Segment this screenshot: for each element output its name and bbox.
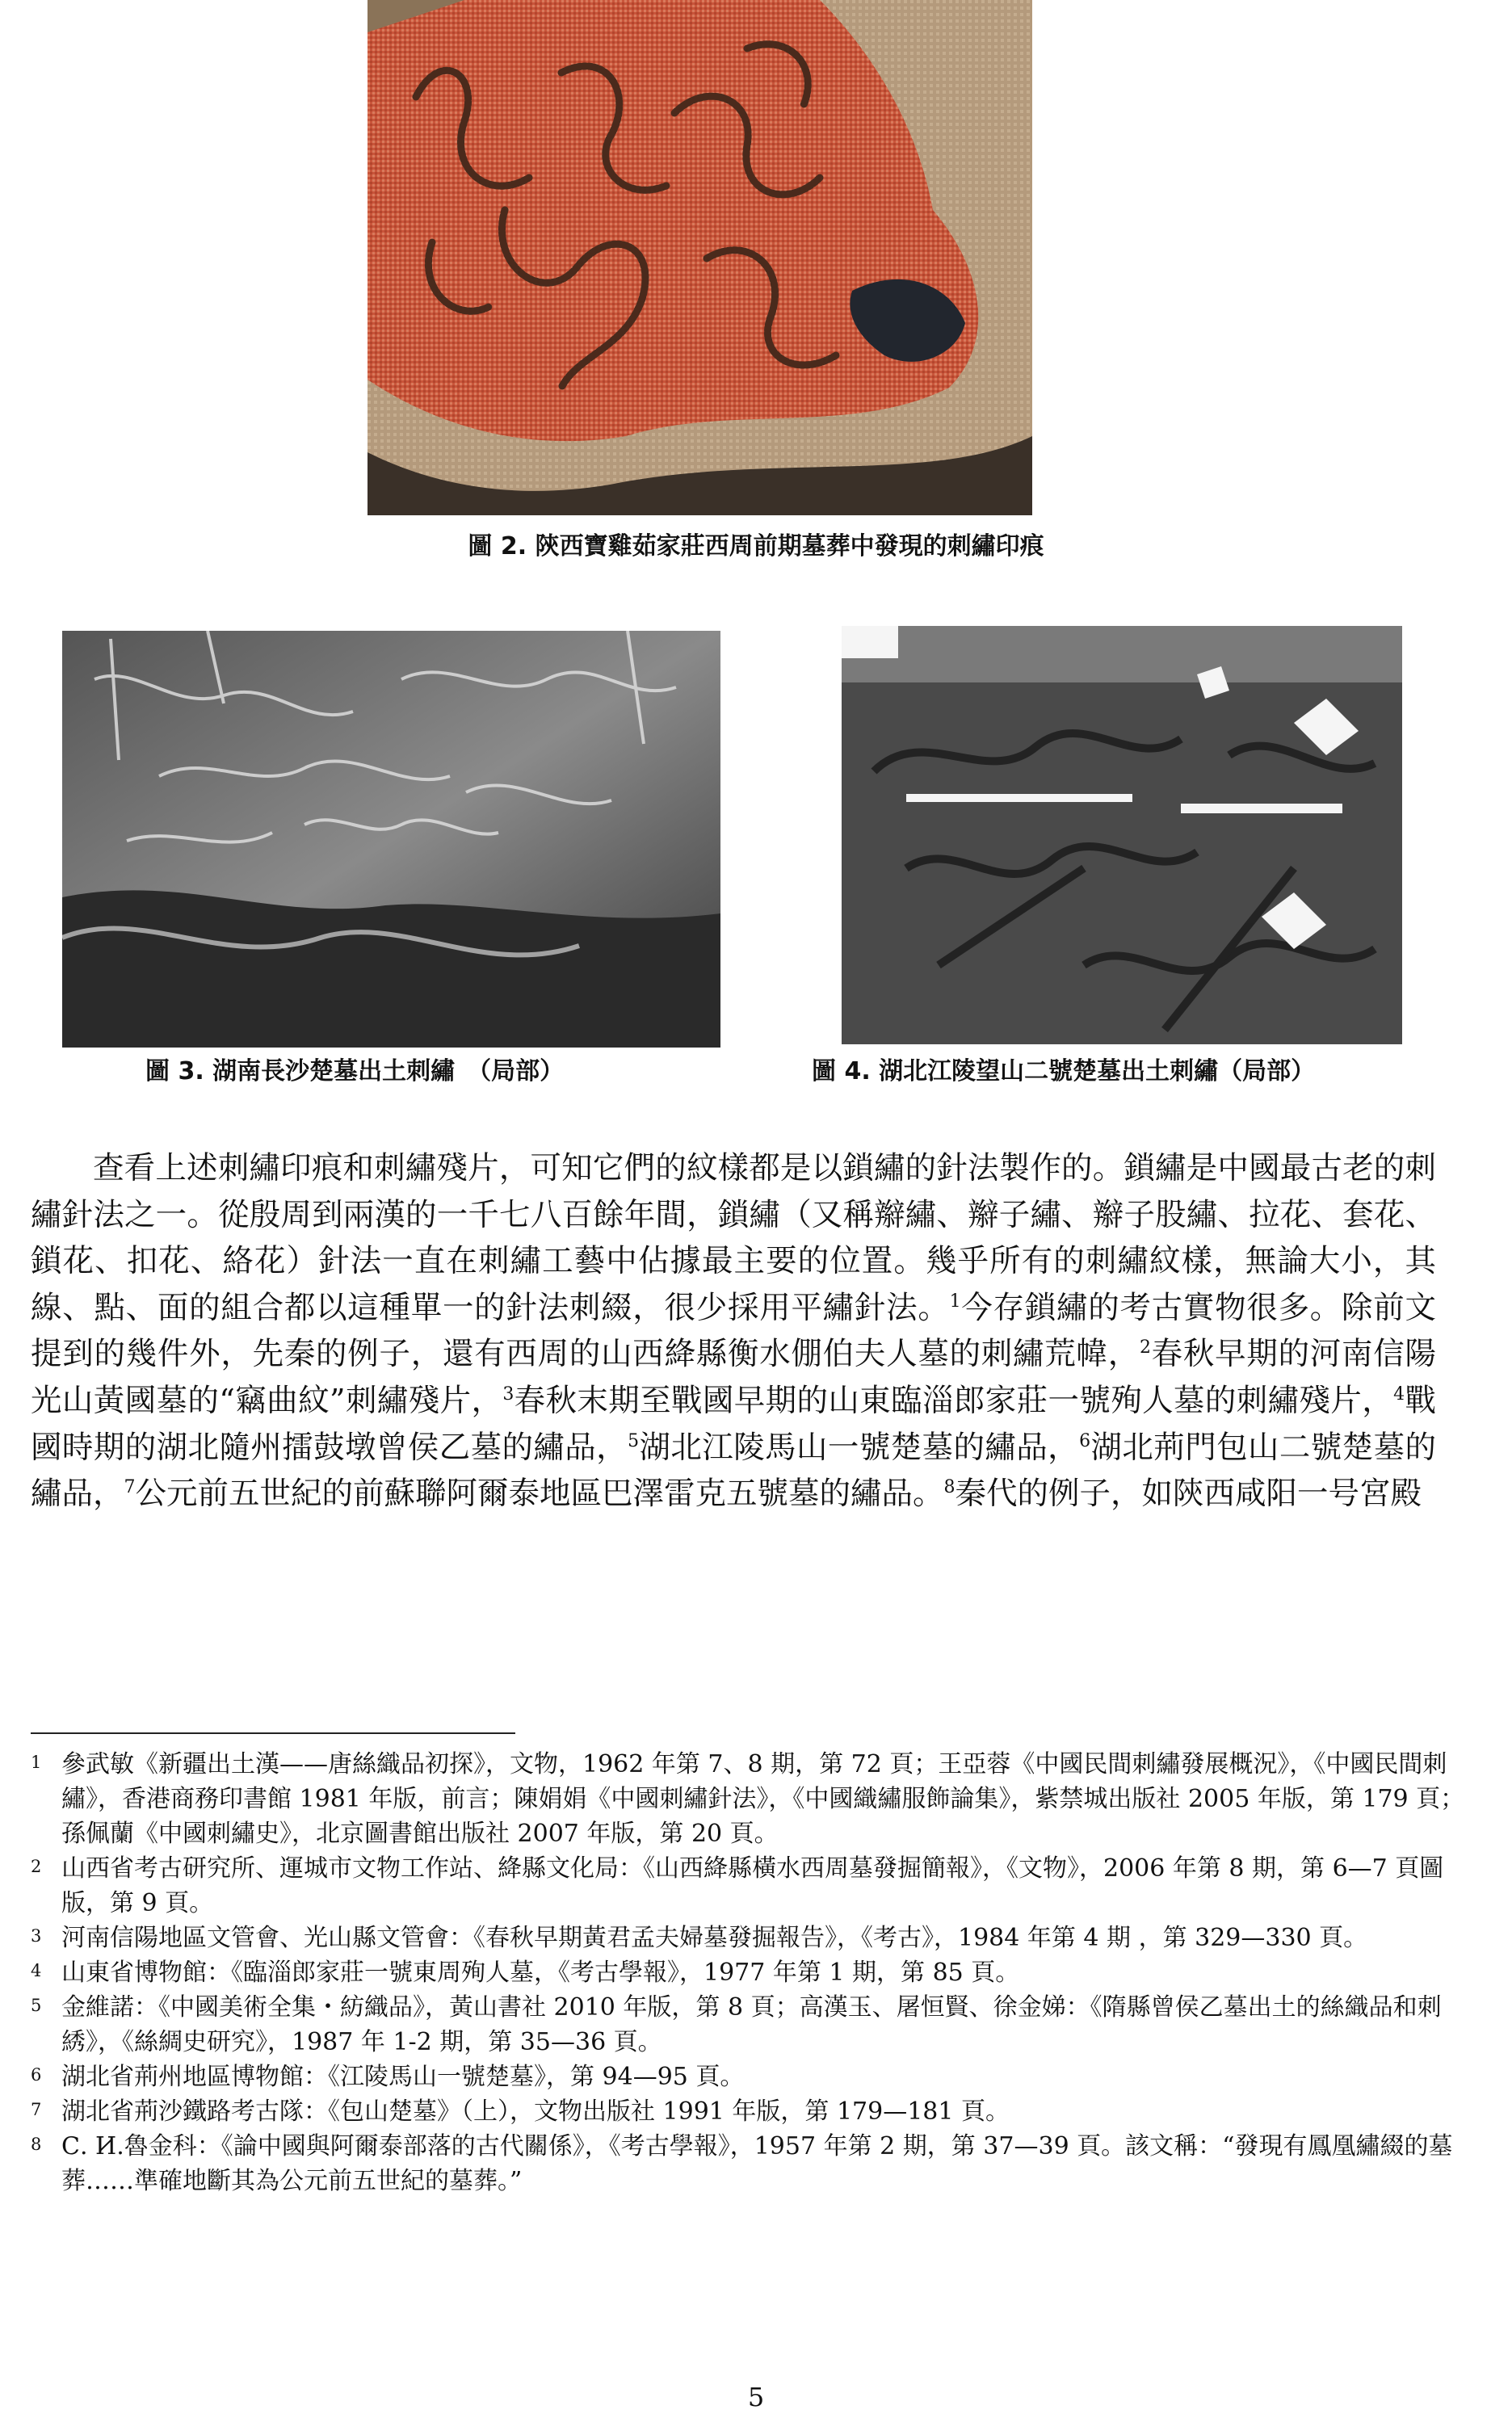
footnote-text: 山西省考古研究所、運城市文物工作站、絳縣文化局：《山西絳縣橫水西周墓發掘簡報》，《文物》，2006 年第 8 期，第 6—7 頁圖版，第 9 頁。 xyxy=(61,1854,1444,1917)
footnote-2 xyxy=(31,1851,1485,1921)
footnote-text: 參武敏《新疆出土漢——唐絲織品初探》，文物，1962 年第 7、8 期，第 72 頁；王亞蓉《中國民間刺繡發展概況》，《中國民間刺繡》，香港商務印書館 1981 年版，前言；陳娟娟《中國刺繡針法》，《中國織繡服飾論集》，紫禁城出版社 2005 年版，第 179 頁；孫佩蘭《中國刺繡史》，北京圖書館出版社 2007 年版，第 20 頁。 xyxy=(61,1750,1465,1848)
footnote-number: 6 xyxy=(31,2065,42,2085)
page-number: 5 xyxy=(747,2382,765,2412)
body-text-9: 秦代的例子，如陝西咸阳一号宮殿 xyxy=(955,1476,1422,1513)
footnote-ref-1[interactable]: 1 xyxy=(949,1291,961,1312)
footnote-ref-2[interactable]: 2 xyxy=(1139,1337,1151,1358)
body-paragraph xyxy=(31,1145,1436,1518)
footnote-ref-4[interactable]: 4 xyxy=(1393,1384,1405,1405)
footnote-ref-3[interactable]: 3 xyxy=(502,1384,514,1405)
footnote-text: 湖北省荊州地區博物館：《江陵馬山一號楚墓》，第 94—95 頁。 xyxy=(61,2063,745,2091)
footnote-ref-7[interactable]: 7 xyxy=(124,1477,136,1498)
footnote-text: 河南信陽地區文管會、光山縣文管會：《春秋早期黃君孟夫婦墓發掘報告》，《考古》，1984 年第 4 期 ，第 329—330 頁。 xyxy=(61,1924,1368,1952)
figure-4-photo xyxy=(842,626,1402,1044)
footnote-ref-6[interactable]: 6 xyxy=(1079,1430,1091,1451)
body-text-8: 公元前五世紀的前蘇聯阿爾泰地區巴澤雷克五號墓的繡品。 xyxy=(135,1476,944,1513)
footnotes xyxy=(31,1747,1485,2198)
footnote-number: 4 xyxy=(31,1961,42,1980)
body-text-1: 查看上述刺繡印痕和刺繡殘片，可知它們的紋樣都是以鎖繡的針法製作的。鎖繡是中國最古老的刺繡針法之一。從殷周到兩漢的一千七八百餘年間，鎖繡（又稱辮繡、辮子繡、辮子股繡、拉花、套花、鎖花、扣花、絡花）針法一直在刺繡工藝中佔據最主要的位置。幾乎所有的刺繡紋樣，無論大小，其線、點、面的組合都以這種單一的針法刺綴，很少採用平繡針法。 xyxy=(31,1150,1436,1326)
footnote-ref-5[interactable]: 5 xyxy=(628,1430,640,1451)
body-text-3: 春秋早期的河南信陽光山黃國墓的“竊曲紋”刺繡殘片， xyxy=(31,1336,1436,1419)
figure-2-caption: 圖 2. 陝西寶雞茹家莊西周前期墓葬中發現的刺繡印痕 xyxy=(468,532,1044,561)
footnote-text: 金維諾：《中國美術全集・紡織品》，黃山書社 2010 年版，第 8 頁；高漢玉、屠恒賢、徐金娣：《隋縣曾侯乙墓出土的絲織品和刺綉》，《絲綢史研究》，1987 年 1-2 期，第 35—36 頁。 xyxy=(61,1993,1442,2056)
footnote-3 xyxy=(31,1921,1485,1955)
footnote-text: С. И.魯金科：《論中國與阿爾泰部落的古代關係》，《考古學報》，1957 年第 2 期，第 37—39 頁。該文稱：“發現有鳳凰繡綴的墓葬……準確地斷其為公元前五世紀的墓葬。” xyxy=(61,2132,1453,2195)
body-text-6: 湖北江陵馬山一號楚墓的繡品， xyxy=(639,1429,1080,1466)
footnote-7 xyxy=(31,2094,1485,2129)
footnote-4 xyxy=(31,1955,1485,1990)
footnote-text: 山東省博物館：《臨淄郎家莊一號東周殉人墓，《考古學報》，1977 年第 1 期，第 85 頁。 xyxy=(61,1959,1020,1987)
body-text-7: 湖北荊門包山二號楚墓的繡品， xyxy=(31,1429,1436,1513)
footnote-ref-8[interactable]: 8 xyxy=(943,1477,956,1498)
figure-3-caption: 圖 3. 湖南長沙楚墓出土刺繡 （局部） xyxy=(145,1057,565,1085)
footnote-1 xyxy=(31,1747,1485,1851)
footnote-5 xyxy=(31,1990,1485,2060)
figure-2-photo xyxy=(368,0,1032,515)
footnote-text: 湖北省荊沙鐵路考古隊：《包山楚墓》（上），文物出版社 1991 年版，第 179—181 頁。 xyxy=(61,2097,1010,2126)
figure-4-caption: 圖 4. 湖北江陵望山二號楚墓出土刺繡（局部） xyxy=(812,1057,1316,1085)
footnote-number: 1 xyxy=(31,1753,42,1772)
footnote-divider xyxy=(31,1732,515,1734)
footnote-6 xyxy=(31,2060,1485,2094)
body-text-2: 今存鎖繡的考古實物很多。除前文提到的幾件外，先秦的例子，還有西周的山西絳縣衡水倗伯夫人墓的刺繡荒幃， xyxy=(31,1289,1436,1373)
body-text-5: 戰國時期的湖北隨州擂鼓墩曾侯乙墓的繡品， xyxy=(31,1382,1436,1466)
footnote-number: 3 xyxy=(31,1926,42,1946)
body-text-4: 春秋末期至戰國早期的山東臨淄郎家莊一號殉人墓的刺繡殘片， xyxy=(514,1382,1394,1419)
footnote-8 xyxy=(31,2129,1485,2198)
footnote-number: 2 xyxy=(31,1857,42,1876)
footnote-number: 5 xyxy=(31,1996,42,2015)
footnote-number: 8 xyxy=(31,2135,42,2154)
figure-3-photo xyxy=(62,631,720,1048)
footnote-number: 7 xyxy=(31,2100,42,2119)
